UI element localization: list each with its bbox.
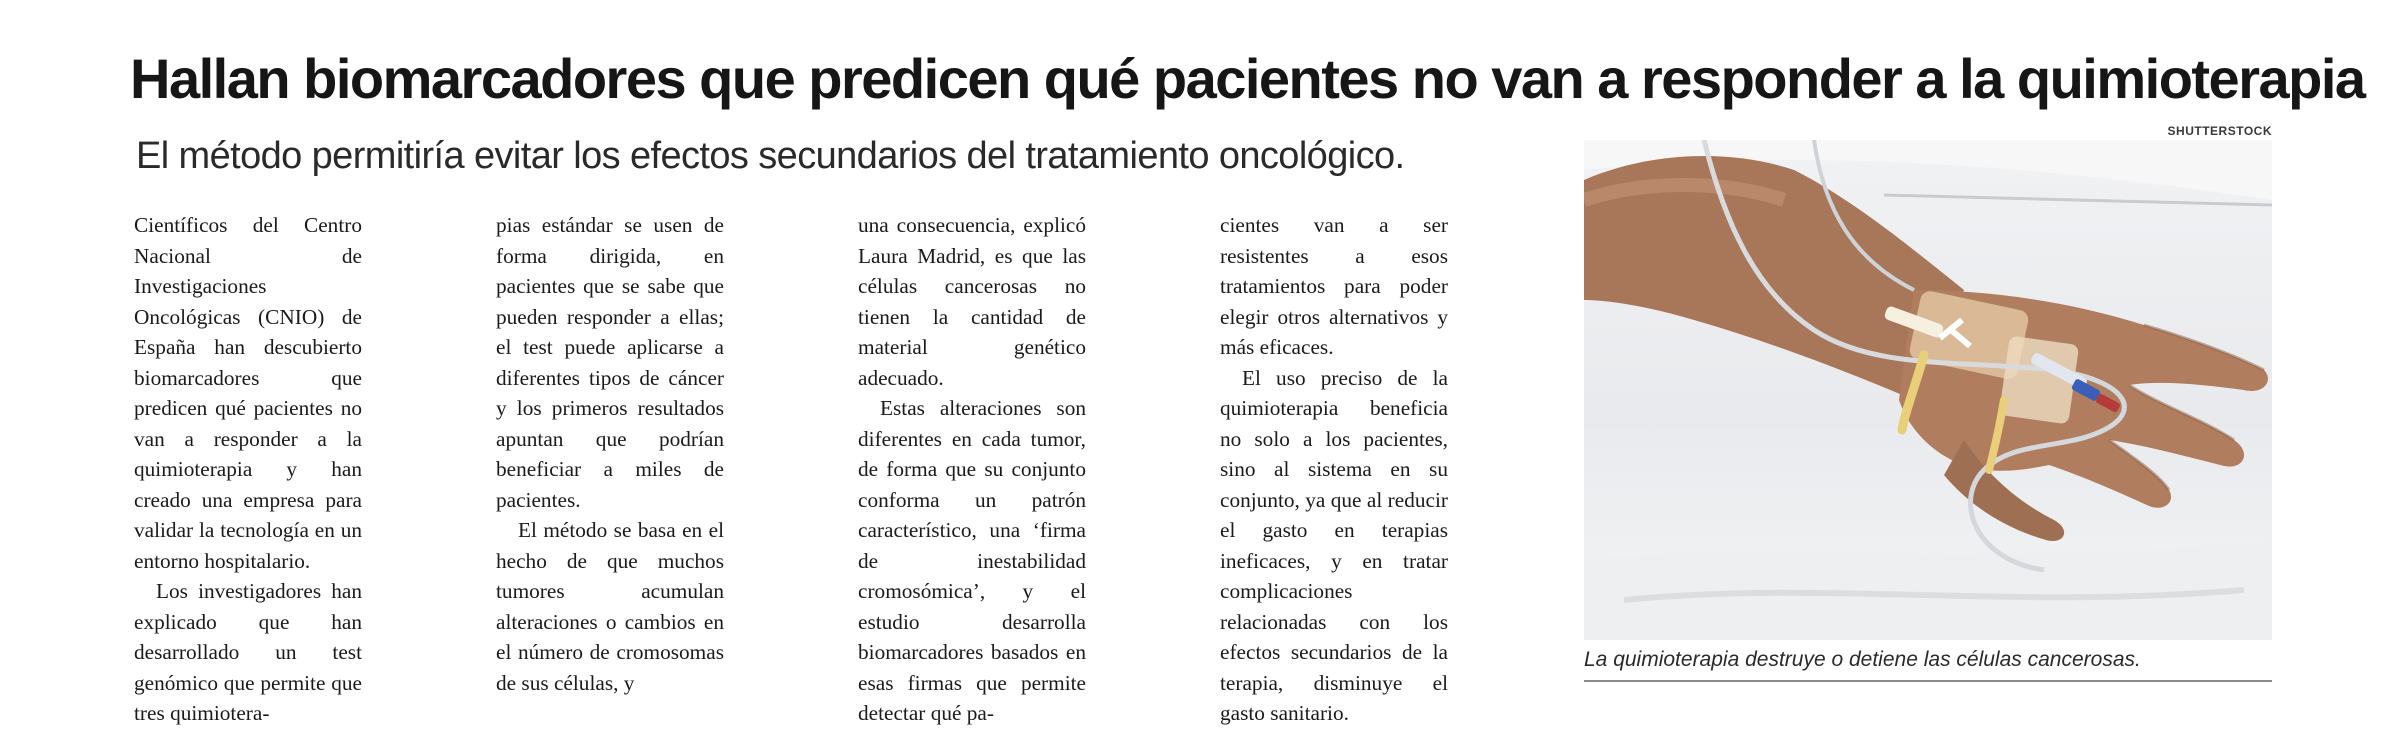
- paragraph: El método se basa en el hecho de que muchos tumores acumulan alteraciones o cambios en el número de cromosomas de sus células, y: [496, 518, 724, 695]
- caption-divider: [1584, 680, 2272, 682]
- paragraph: cientes van a ser resistentes a esos tratamientos para poder elegir otros alternativos y más eficaces.: [1220, 213, 1448, 359]
- article-column-3: [858, 210, 1086, 729]
- paragraph: Los investigadores han explicado que han desarrollado un test genómico que permite que tres quimiotera-: [134, 579, 362, 725]
- photo-caption: La quimioterapia destruye o detiene las células cancerosas.: [1584, 648, 2141, 671]
- article-column-4: [1220, 210, 1448, 729]
- headline: Hallan biomarcadores que predicen qué pacientes no van a responder a la quimioterapia: [130, 47, 2365, 110]
- article-column-2: [496, 210, 724, 698]
- paragraph: El uso preciso de la quimioterapia beneficia no solo a los pacientes, sino al sistema en su conjunto, ya que al reducir el gasto en terapias ineficaces, y en tratar complicaciones relacionadas con los efectos secundarios de la terapia, disminuye el gasto sanitario.: [1220, 365, 1448, 725]
- paragraph: Científicos del Centro Nacional de Investigaciones Oncológicas (CNIO) de España han descubierto biomarcadores que predicen qué pacientes no van a responder a la quimioterapia y han creado una empresa para validar la tecnología en un entorno hospitalario.: [134, 213, 362, 573]
- paragraph: Estas alteraciones son diferentes en cada tumor, de forma que su conjunto conforma un patrón característico, una ‘firma de inestabilidad cromosómica’, y el estudio desarrolla biomarcadores basados en esas firmas que permite detectar qué pa-: [858, 396, 1086, 725]
- iv-drip-hand-photo-icon: [1584, 140, 2272, 640]
- article-column-1: [134, 210, 362, 729]
- paragraph: una consecuencia, explicó Laura Madrid, es que las células cancerosas no tienen la cantidad de material genético adecuado.: [858, 213, 1086, 390]
- paragraph: pias estándar se usen de forma dirigida, en pacientes que se sabe que pueden responder a ellas; el test puede aplicarse a diferentes tipos de cáncer y los primeros resultados apuntan que podrían beneficiar a miles de pacientes.: [496, 213, 724, 512]
- subtitle: El método permitiría evitar los efectos secundarios del tratamiento oncológico.: [136, 135, 1405, 177]
- photo-credit: SHUTTERSTOCK: [2167, 124, 2272, 138]
- article-photo: [1584, 140, 2272, 640]
